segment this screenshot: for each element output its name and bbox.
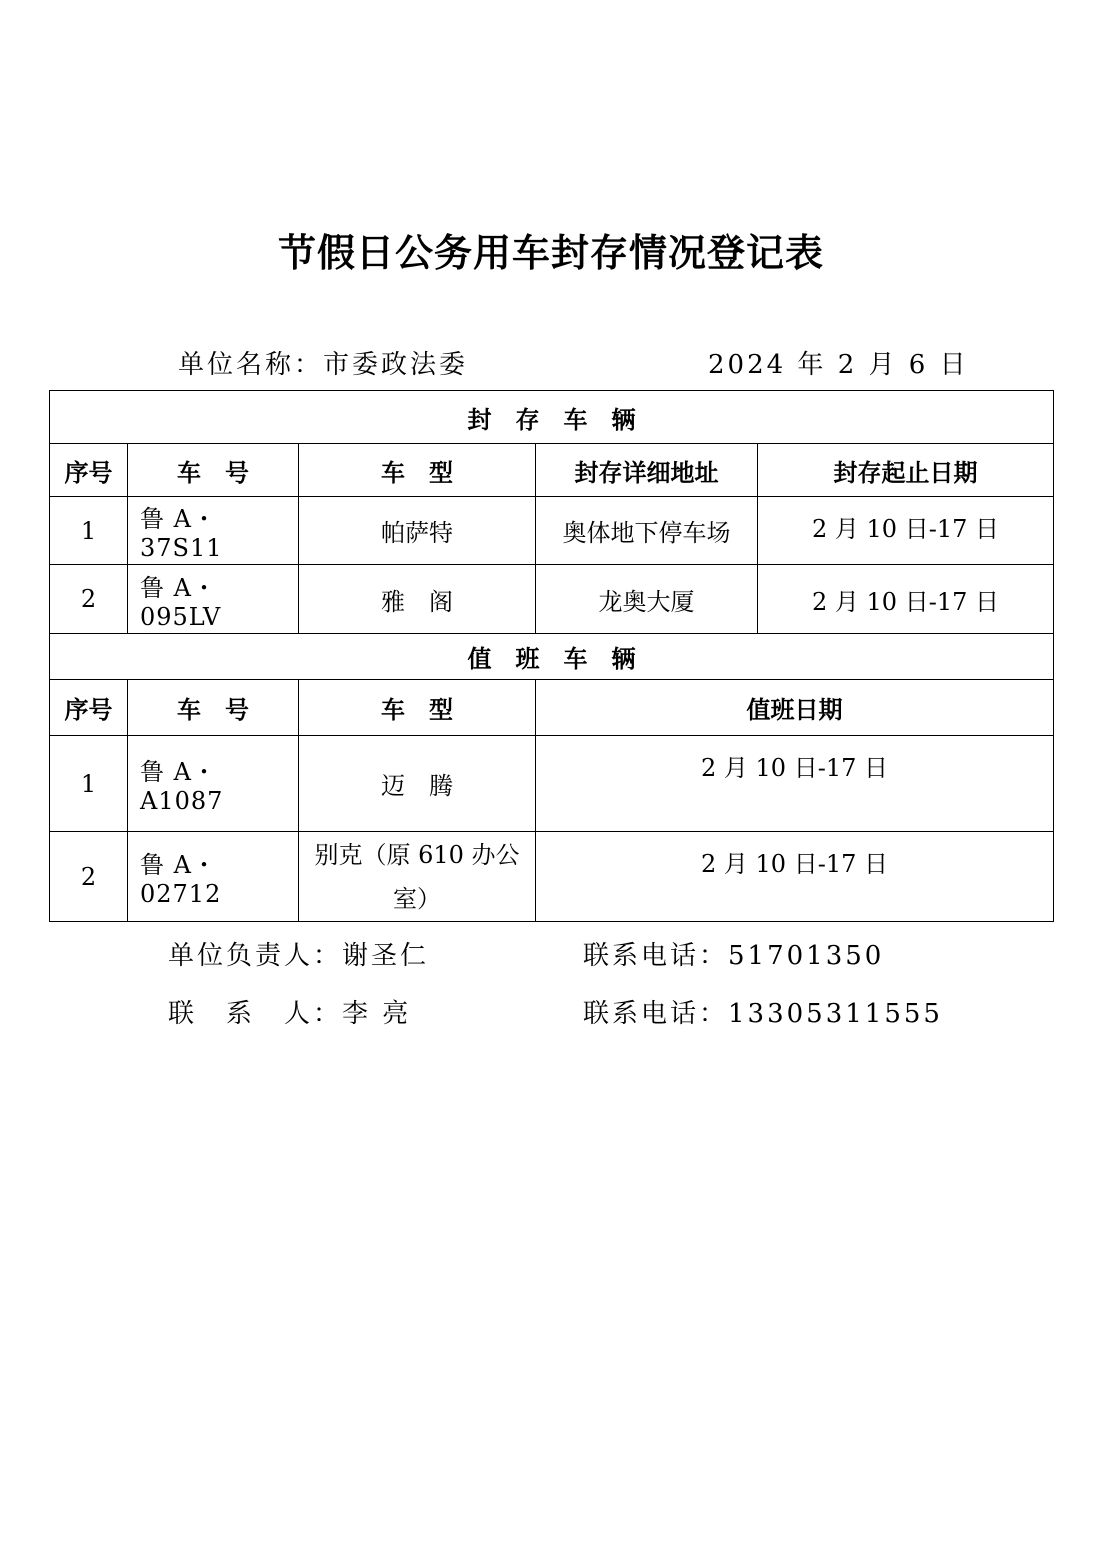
unit-name: 单位名称：市委政法委 [178,350,469,380]
duty-section-row [50,634,1054,680]
header-model: 车 型 [299,680,536,736]
header-index: 序号 [50,680,128,736]
row-address: 奥体地下停车场 [536,497,758,565]
row-index: 2 [50,565,128,634]
row-index: 2 [50,832,128,922]
header-duty-dates: 值班日期 [536,680,1054,736]
sealed-section-row [50,391,1054,444]
duty-header-row [50,680,1054,736]
page-title: 节假日公务用车封存情况登记表 [277,231,824,275]
table-row [50,736,1054,832]
contact-person: 联 系 人：李 亮 [168,999,412,1029]
row-plate: 鲁 A・37S11 [128,497,299,565]
table-row [50,565,1054,634]
row-model: 雅 阁 [299,565,536,634]
table-row [50,497,1054,565]
report-date: 2024 年 2 月 6 日 [708,350,969,380]
row-index: 1 [50,497,128,565]
row-plate: 鲁 A・A1087 [128,736,299,832]
header-index: 序号 [50,444,128,497]
row-plate: 鲁 A・02712 [128,832,299,922]
row-dates: 2 月 10 日-17 日 [758,565,1054,634]
registration-table [49,390,1054,922]
duty-section-title: 值 班 车 辆 [50,634,1054,680]
row-model: 迈 腾 [299,736,536,832]
sealed-section-title: 封 存 车 辆 [50,391,1054,444]
row-model: 帕萨特 [299,497,536,565]
table-row [50,832,1054,922]
row-model: 别克（原 610 办公室） [299,832,536,922]
header-address: 封存详细地址 [536,444,758,497]
header-model: 车 型 [299,444,536,497]
row-dates: 2 月 10 日-17 日 [758,497,1054,565]
row-dates: 2 月 10 日-17 日 [536,736,1054,832]
contact-phone: 联系电话：13305311555 [583,999,943,1029]
header-plate: 车 号 [128,444,299,497]
row-dates: 2 月 10 日-17 日 [536,832,1054,922]
header-plate: 车 号 [128,680,299,736]
row-index: 1 [50,736,128,832]
header-seal-dates: 封存起止日期 [758,444,1054,497]
sealed-header-row [50,444,1054,497]
unit-leader: 单位负责人：谢圣仁 [168,941,430,971]
row-address: 龙奥大厦 [536,565,758,634]
row-plate: 鲁 A・095LV [128,565,299,634]
leader-phone: 联系电话：51701350 [583,941,885,971]
